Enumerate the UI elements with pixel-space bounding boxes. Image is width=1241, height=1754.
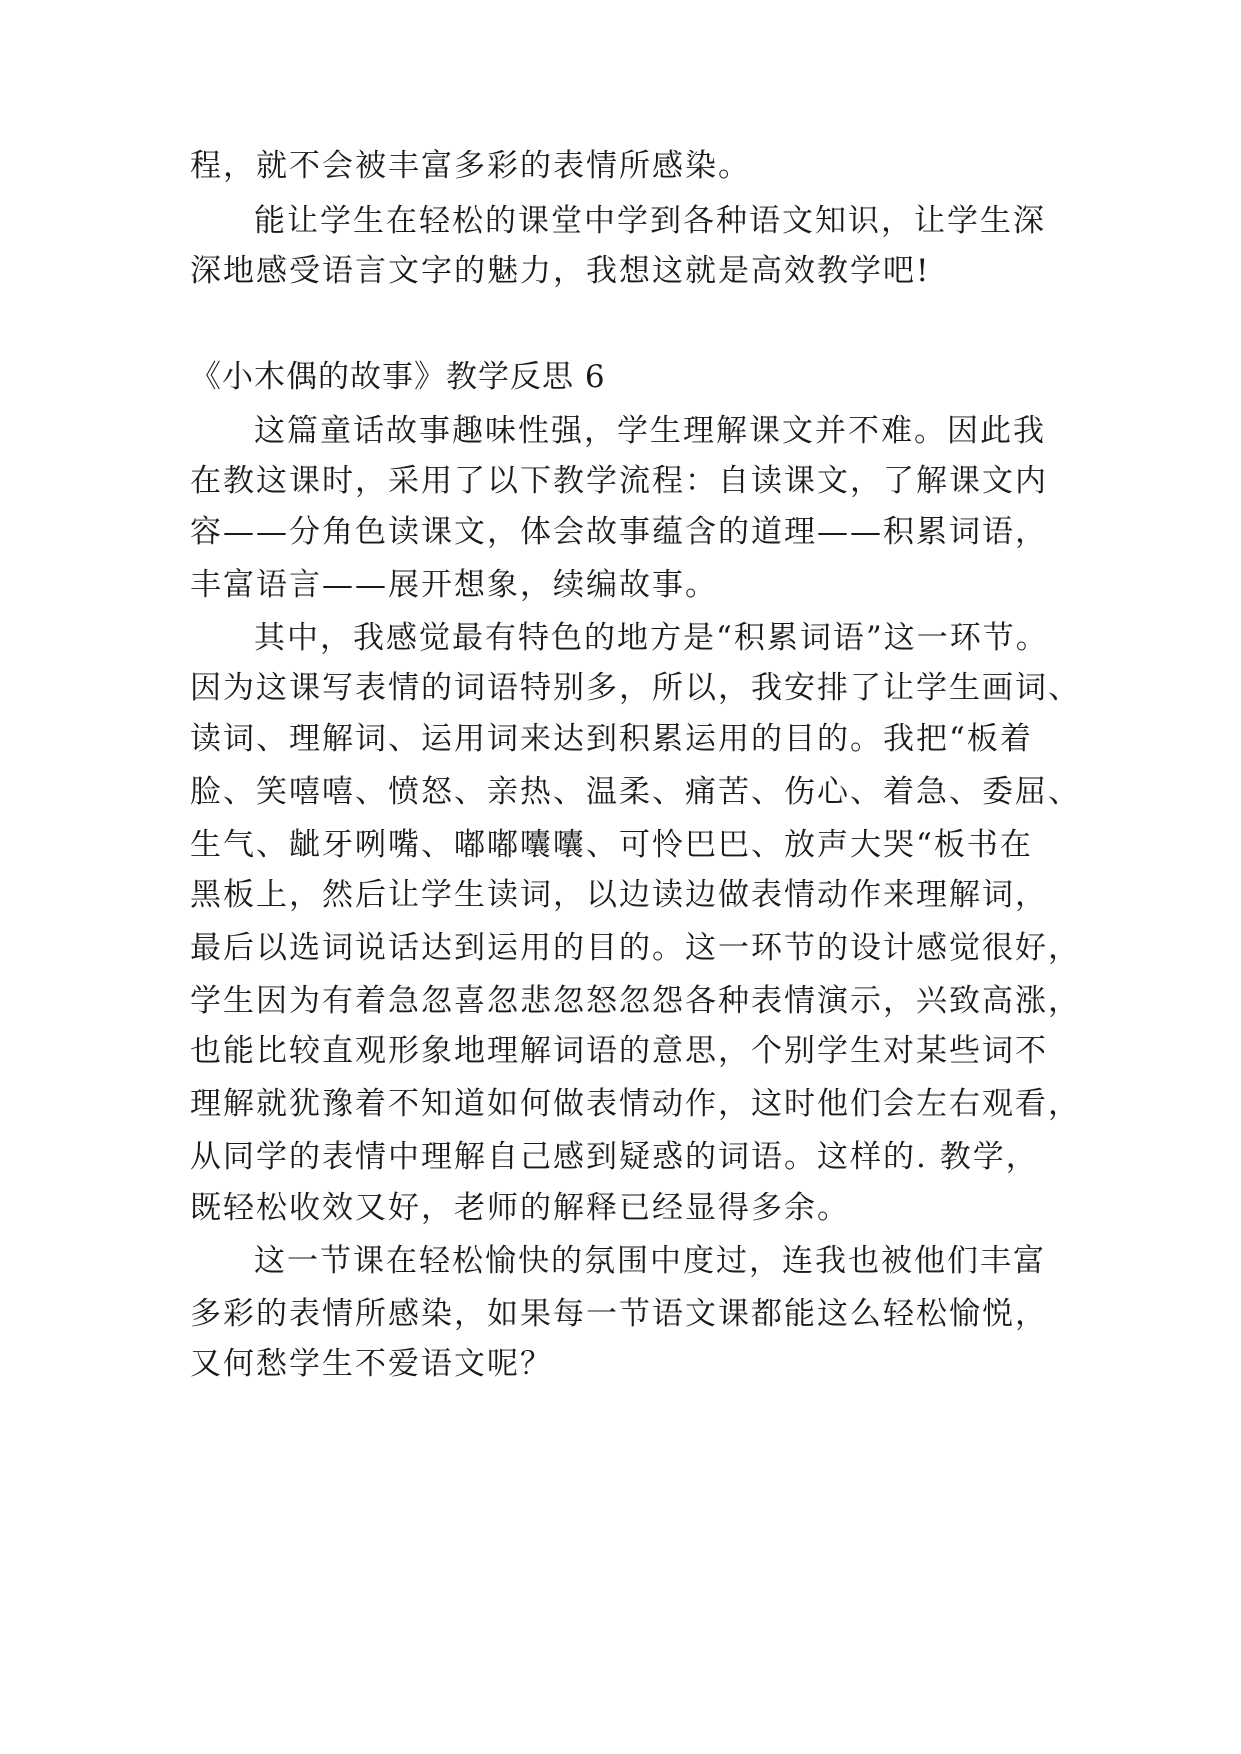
- text-line: 容——分角色读课文，体会故事蕴含的道理——积累词语，: [190, 514, 1048, 550]
- text-line: 最后以选词说话达到运用的目的。这一环节的设计感觉很好，: [190, 930, 1081, 966]
- text-line: 这一节课在轻松愉快的氛围中度过，连我也被他们丰富: [254, 1243, 1046, 1279]
- text-line: 又何愁学生不爱语文呢？: [190, 1346, 553, 1382]
- text-line: 在教这课时，采用了以下教学流程：自读课文，了解课文内: [190, 463, 1048, 499]
- text-line: 从同学的表情中理解自己感到疑惑的词语。这样的. 教学，: [190, 1139, 1039, 1175]
- text-line: 学生因为有着急忽喜忽悲忽怒忽怨各种表情演示，兴致高涨，: [190, 983, 1081, 1019]
- text-line: 也能比较直观形象地理解词语的意思，个别学生对某些词不: [190, 1033, 1048, 1069]
- text-line: 程，就不会被丰富多彩的表情所感染。: [190, 148, 751, 184]
- text-line: 既轻松收效又好，老师的解释已经显得多余。: [190, 1190, 850, 1226]
- text-line: 其中，我感觉最有特色的地方是“积累词语”这一环节。: [254, 620, 1049, 656]
- text-line: 黑板上，然后让学生读词，以边读边做表情动作来理解词，: [190, 877, 1048, 913]
- text-line: 能让学生在轻松的课堂中学到各种语文知识，让学生深: [254, 203, 1046, 239]
- text-line: 读词、理解词、运用词来达到积累运用的目的。我把“板着: [190, 721, 1033, 757]
- text-line: 这篇童话故事趣味性强，学生理解课文并不难。因此我: [254, 413, 1046, 449]
- text-line: 理解就犹豫着不知道如何做表情动作，这时他们会左右观看，: [190, 1086, 1081, 1122]
- text-line: 因为这课写表情的词语特别多，所以，我安排了让学生画词、: [190, 670, 1081, 706]
- section-heading: 《小木偶的故事》教学反思 6: [190, 359, 606, 395]
- text-line: 多彩的表情所感染，如果每一节语文课都能这么轻松愉悦，: [190, 1296, 1048, 1332]
- text-line: 丰富语言——展开想象，续编故事。: [190, 567, 718, 603]
- text-line: 生气、龇牙咧嘴、嘟嘟囔囔、可怜巴巴、放声大哭“板书在: [190, 827, 1033, 863]
- text-line: 脸、笑嘻嘻、愤怒、亲热、温柔、痛苦、伤心、着急、委屈、: [190, 774, 1081, 810]
- text-line: 深地感受语言文字的魅力，我想这就是高效教学吧!: [190, 253, 931, 289]
